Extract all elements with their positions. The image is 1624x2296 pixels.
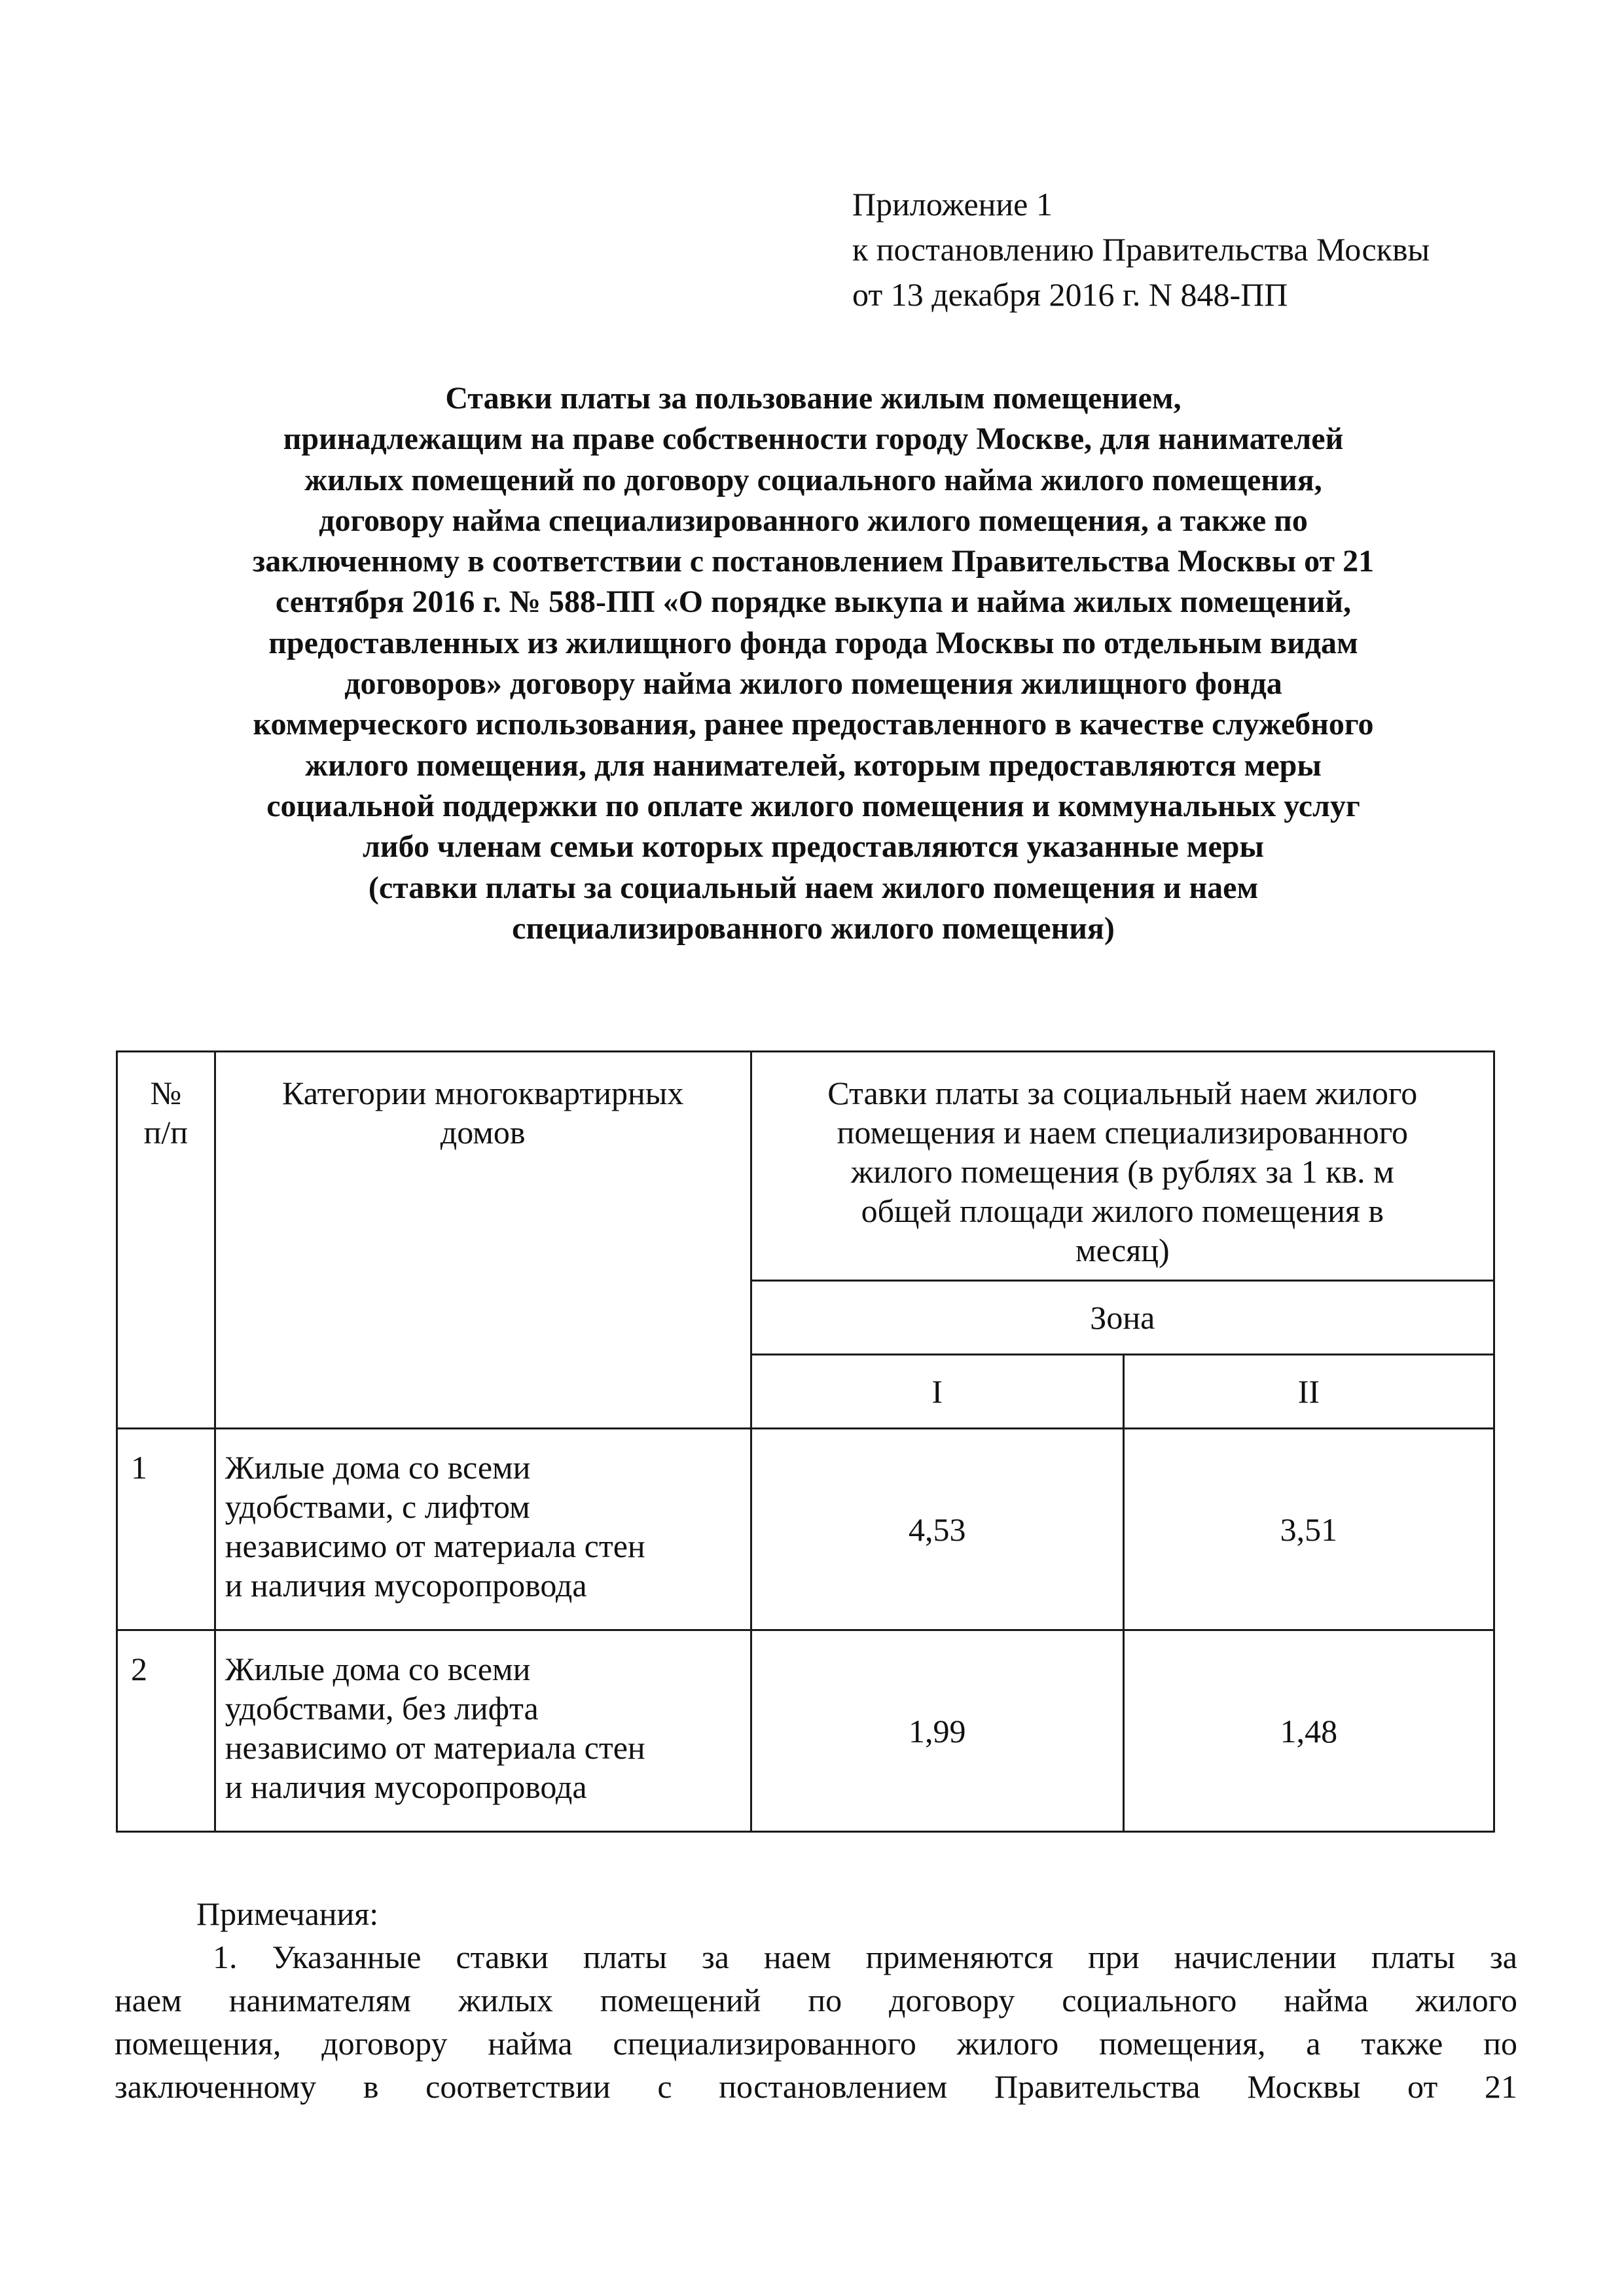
title-line: договоров» договору найма жилого помещения жилищного фонда [344,666,1282,702]
notes-section [115,1892,1517,2108]
title-line: сентября 2016 г. № 588-ПП «О порядке выкупа и найма жилых помещений, [275,584,1352,620]
row-zone-1-value: 1,99 [751,1630,1123,1832]
title-line: специализированного жилого помещения) [512,910,1115,946]
title-line: жилого помещения, для нанимателей, которым предоставляются меры [305,747,1322,783]
row-category-line: удобствами, с лифтом [225,1488,530,1525]
header-zone-1-cell: I [751,1355,1123,1429]
title-line: коммерческого использования, ранее предоставленного в качестве служебного [253,707,1374,742]
row-category-line: удобствами, без лифта [225,1690,539,1727]
row-category-line: Жилые дома со всеми [225,1449,531,1486]
row-category-line: и наличия мусоропровода [225,1768,587,1805]
appendix-header [852,182,1430,317]
note-line: 1. Указанные ставки платы за наем применяются при начислении платы за [213,1939,1517,1975]
note-line: заключенному в соответствии с постановлением Правительства Москвы от 21 [115,2068,1517,2105]
title-line: договору найма специализированного жилого помещения, а также по [319,503,1308,538]
title-line: социальной поддержки по оплате жилого помещения и коммунальных услуг [266,788,1360,823]
row-category-line: Жилые дома со всеми [225,1651,531,1687]
header-num-line: № [150,1075,182,1111]
row-category-line: независимо от материала стен [225,1729,645,1766]
row-category-line: независимо от материала стен [225,1528,645,1564]
appendix-line-1: Приложение 1 [852,186,1053,223]
table-header-row [117,1052,1494,1281]
header-zone-cell: Зона [751,1281,1494,1355]
header-rates-line: жилого помещения (в рублях за 1 кв. м [850,1153,1394,1190]
title-line: либо членам семьи которых предоставляются указанные меры [363,829,1264,865]
header-category-line: Категории многоквартирных [282,1075,684,1111]
title-line: (ставки платы за социальный наем жилого помещения и наем [368,870,1259,905]
title-line: Ставки платы за пользование жилым помещением, [445,381,1182,416]
table-row [117,1429,1494,1630]
header-rates-line: месяц) [1075,1232,1170,1268]
header-rates-line: общей площади жилого помещения в [861,1193,1384,1229]
note-line: помещения, договору найма специализированного жилого помещения, а также по [115,2025,1517,2062]
header-category-cell [215,1052,751,1429]
row-category-cell [215,1429,751,1630]
title-line: предоставленных из жилищного фонда города Москвы по отдельным видам [268,625,1358,660]
row-zone-1-value: 4,53 [751,1429,1123,1630]
row-number-cell: 2 [117,1630,215,1832]
appendix-line-2: к постановлению Правительства Москвы [852,231,1430,268]
row-category-line: и наличия мусоропровода [225,1567,587,1604]
note-line: наем нанимателям жилых помещений по договору социального найма жилого [115,1982,1517,2018]
header-category-line: домов [440,1114,526,1151]
document-title [105,378,1522,949]
title-line: заключенному в соответствии с постановлением Правительства Москвы от 21 [252,544,1375,579]
header-num-line: п/п [143,1114,189,1151]
title-line: принадлежащим на праве собственности городу Москве, для нанимателей [283,422,1344,457]
rates-table [116,1050,1495,1833]
header-zone-2-cell: II [1123,1355,1494,1429]
row-zone-2-value: 3,51 [1123,1429,1494,1630]
header-rates-line: помещения и наем специализированного [837,1114,1408,1151]
notes-heading: Примечания: [196,1895,379,1932]
title-line: жилых помещений по договору социального найма жилого помещения, [304,462,1322,497]
row-category-cell [215,1630,751,1832]
appendix-line-3: от 13 декабря 2016 г. N 848-ПП [852,276,1288,313]
row-number-cell: 1 [117,1429,215,1630]
table-row [117,1630,1494,1832]
header-rates-line: Ставки платы за социальный наем жилого [827,1075,1418,1111]
row-zone-2-value: 1,48 [1123,1630,1494,1832]
header-num-cell [117,1052,215,1429]
header-rates-cell [751,1052,1494,1281]
